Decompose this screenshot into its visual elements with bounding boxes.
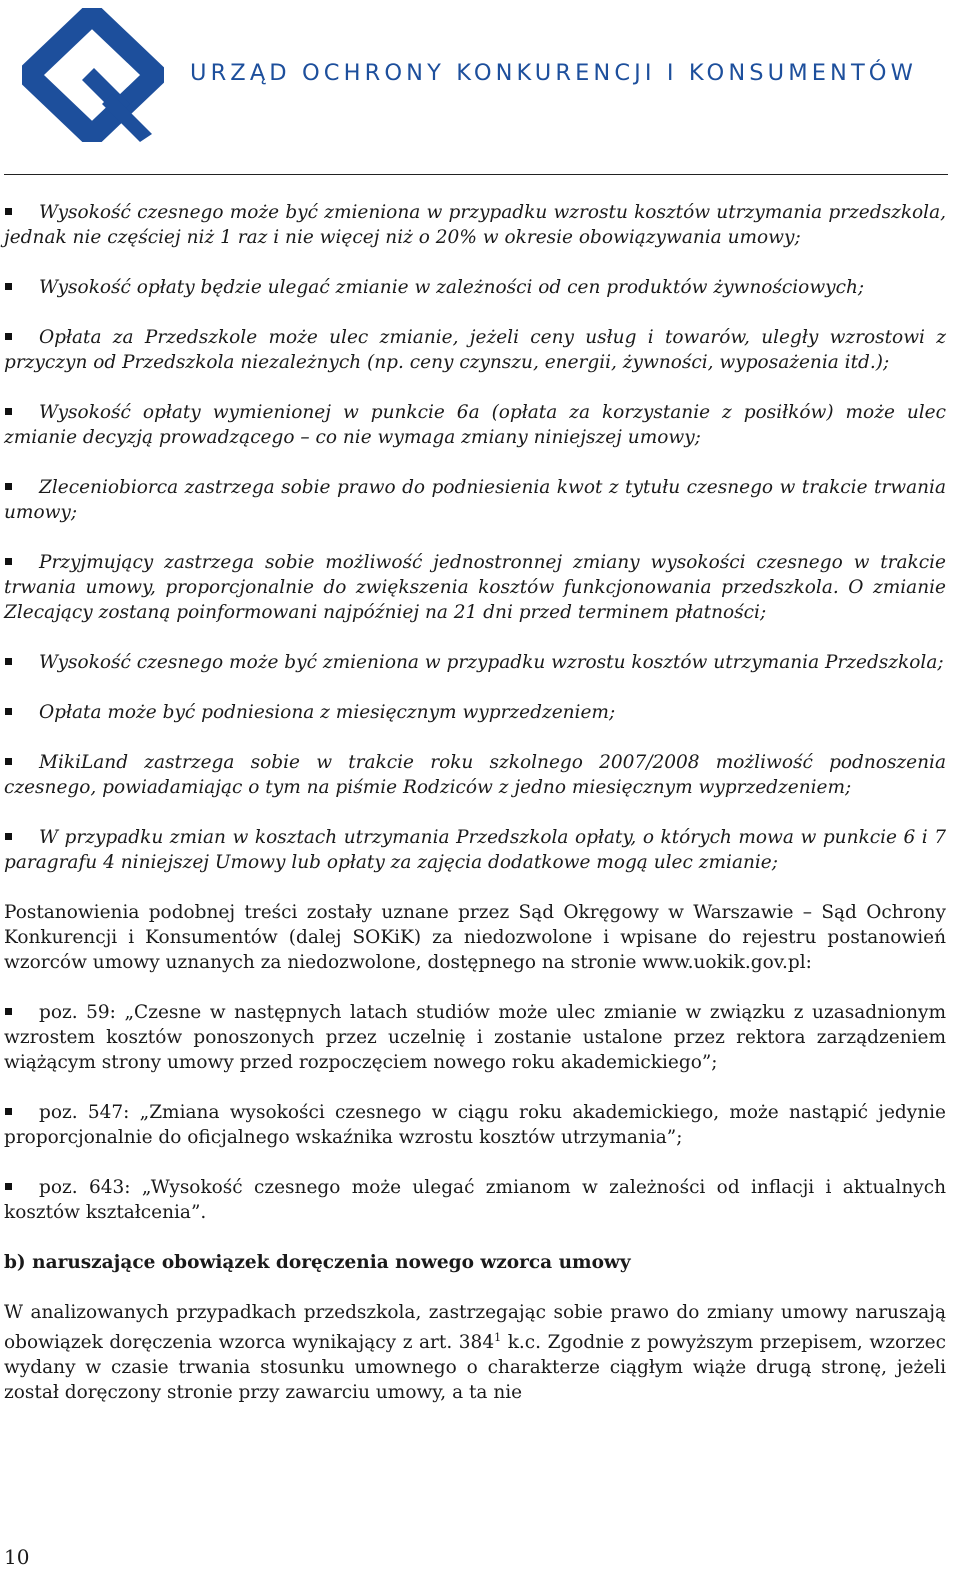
clause-item [4, 750, 946, 800]
square-bullet-icon [5, 833, 12, 840]
section-heading: b) naruszające obowiązek doręczenia nowego wzorca umowy [4, 1252, 631, 1273]
square-bullet-icon [5, 333, 12, 340]
square-bullet-icon [5, 558, 12, 565]
register-entry-text: poz. 643: „Wysokość czesnego może ulegać zmianom w zależności od inflacji i aktualnych kosztów kształcenia”. [4, 1177, 946, 1223]
square-bullet-icon [5, 408, 12, 415]
square-bullet-icon [5, 208, 12, 215]
square-bullet-icon [5, 1183, 12, 1190]
clause-item [4, 275, 946, 300]
header-divider [4, 174, 948, 175]
organization-name: URZĄD OCHRONY KONKURENCJI I KONSUMENTÓW [190, 60, 917, 86]
square-bullet-icon [5, 658, 12, 665]
page-number: 10 [4, 1545, 30, 1569]
clause-text: Opłata za Przedszkole może ulec zmianie, jeżeli ceny usług i towarów, uległy wzrostowi z przyczyn od Przedszkola niezależnych (np. ceny czynszu, energii, żywności, wyposażenia itd.); [4, 327, 946, 373]
intro-paragraph: Postanowienia podobnej treści zostały uznane przez Sąd Okręgowy w Warszawie – Sąd Ochrony Konkurencji i Konsumentów (dalej SOKiK) za niedozwolone i wpisane do rejestru postanowień wzorców umowy uznanych za niedozwolone, dostępnego na stronie www.uokik.gov.pl: [4, 902, 946, 973]
square-bullet-icon [5, 1108, 12, 1115]
clause-text: Przyjmujący zastrzega sobie możliwość jednostronnej zmiany wysokości czesnego w trakcie trwania umowy, proporcjonalnie do zwiększenia kosztów funkcjonowania przedszkola. O zmianie Zlecający zostaną poinformowani najpóźniej na 21 dni przed terminem płatności; [4, 552, 946, 623]
clause-item [4, 475, 946, 525]
register-entry-text: poz. 547: „Zmiana wysokości czesnego w ciągu roku akademickiego, może nastąpić jedynie proporcjonalnie do oficjalnego wskaźnika wzrostu kosztów utrzymania”; [4, 1102, 946, 1148]
clause-text: Wysokość opłaty będzie ulegać zmianie w zależności od cen produktów żywnościowych; [39, 277, 865, 298]
clause-text: W przypadku zmian w kosztach utrzymania Przedszkola opłaty, o których mowa w punkcie 6 i 7 paragrafu 4 niniejszej Umowy lub opłaty za zajęcia dodatkowe mogą ulec zmianie; [4, 827, 946, 873]
register-entry [4, 1100, 946, 1150]
clause-item [4, 325, 946, 375]
clause-item [4, 650, 946, 675]
clause-item [4, 400, 946, 450]
clause-item [4, 200, 946, 250]
square-bullet-icon [5, 483, 12, 490]
clause-text: Wysokość czesnego może być zmieniona w przypadku wzrostu kosztów utrzymania Przedszkola; [39, 652, 944, 673]
clause-item [4, 700, 946, 725]
closing-text-end: k.c. Zgodnie z powyższym przepisem, wzorzec wydany w czasie trwania stosunku umownego o charakterze ciągłym wiąże drugą stronę, jeżeli został doręczony stronie przy zawarciu umowy, a ta nie [4, 1332, 946, 1404]
square-bullet-icon [5, 1008, 12, 1015]
document-body [4, 200, 946, 1430]
clause-text: Zleceniobiorca zastrzega sobie prawo do podniesienia kwot z tytułu czesnego w trakcie trwania umowy; [4, 477, 946, 523]
register-entry [4, 1175, 946, 1225]
clause-item [4, 825, 946, 875]
register-entry [4, 1000, 946, 1075]
clause-item [4, 550, 946, 625]
article-superscript: 1 [494, 1331, 502, 1344]
register-entry-text: poz. 59: „Czesne w następnych latach studiów może ulec zmianie w związku z uzasadnionym wzrostem kosztów ponoszonych przez uczelnię i zostanie ustalone przez rektora zarządzeniem wiążącym strony umowy przed rozpoczęciem nowego roku akademickiego”; [4, 1002, 946, 1073]
clause-text: Wysokość czesnego może być zmieniona w przypadku wzrostu kosztów utrzymania przedszkola, jednak nie częściej niż 1 raz i nie więcej niż o 20% w okresie obowiązywania umowy; [4, 202, 946, 248]
clause-text: MikiLand zastrzega sobie w trakcie roku szkolnego 2007/2008 możliwość podnoszenia czesnego, powiadamiając o tym na piśmie Rodziców z jedno miesięcznym wyprzedzeniem; [4, 752, 946, 798]
closing-text-start: W analizowanych przypadkach przedszkola, zastrzegając sobie prawo do zmiany umowy naruszają obowiązek doręczenia wzorca wynikający z art. 384 [4, 1302, 946, 1354]
uokik-logo-icon [22, 8, 164, 142]
square-bullet-icon [5, 283, 12, 290]
clause-text: Wysokość opłaty wymienionej w punkcie 6a (opłata za korzystanie z posiłków) może ulec zmianie decyzją prowadzącego – co nie wymaga zmiany niniejszej umowy; [4, 402, 946, 448]
clause-text: Opłata może być podniesiona z miesięcznym wyprzedzeniem; [39, 702, 616, 723]
square-bullet-icon [5, 708, 12, 715]
square-bullet-icon [5, 758, 12, 765]
closing-paragraph [4, 1300, 946, 1405]
